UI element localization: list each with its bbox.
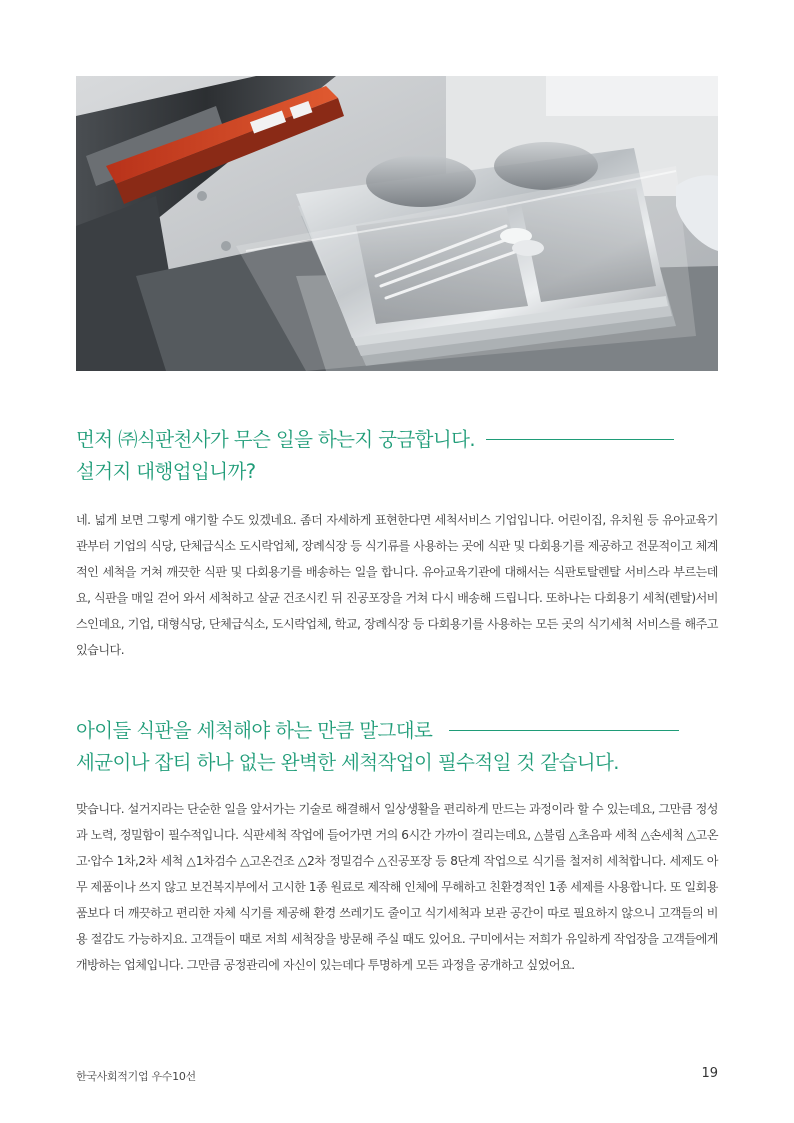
- section2-heading-line1-row: [76, 715, 718, 747]
- page-number: 19: [701, 1066, 718, 1081]
- section1-heading-line1: 먼저 ㈜식판천사가 무슨 일을 하는지 궁금합니다.: [76, 428, 475, 451]
- section1-body: 네. 넓게 보면 그렇게 얘기할 수도 있겠네요. 좀더 자세하게 표현한다면 세척서비스 기업입니다. 어린이집, 유치원 등 유아교육기관부터 기업의 식당, 단체급식소 도시락업체, 장례식장 등 식기류를 사용하는 곳에 식판 및 다회용기를 제공하고 전문적이고 체계적인 세척을 거쳐 깨끗한 식판 및 다회용기를 배송하는 일을 합니다. 유아교육기관에 대해서는 식판토탈렌탈 서비스라 부르는데요, 식판을 매일 걷어 와서 세척하고 살균 건조시킨 뒤 진공포장을 거쳐 다시 배송해 드립니다. 또하나는 다회용기 세척(렌탈)서비스인데요, 기업, 대형식당, 단체급식소, 도시락업체, 학교, 장례식장 등 다회용기를 사용하는 모든 곳의 식기세척 서비스를 해주고 있습니다.: [76, 513, 718, 657]
- section2-heading: [76, 715, 718, 779]
- section1-heading-line1-row: [76, 424, 718, 456]
- photo-illustration: [76, 76, 718, 371]
- section2-heading-line2: 세균이나 잡티 하나 없는 완벽한 세척작업이 필수적일 것 같습니다.: [76, 751, 619, 774]
- section1-heading-line2: 설거지 대행업입니까?: [76, 460, 256, 483]
- section2-body: 맞습니다. 설거지라는 단순한 일을 앞서가는 기술로 해결해서 일상생활을 편리하게 만드는 과정이라 할 수 있는데요, 그만큼 정성과 노력, 정밀함이 필수적입니다. 식판세척 작업에 들어가면 거의 6시간 가까이 걸리는데요, △불림 △초음파 세척 △손세척 △고온고·압수 1차,2차 세척 △1차검수 △고온건조 △2차 정밀검수 △진공포장 등 8단계 작업으로 식기를 철저히 세척합니다. 세제도 아무 제품이나 쓰지 않고 보건복지부에서 고시한 1종 원료로 제작해 인체에 무해하고 친환경적인 1종 세제를 사용합니다. 또 일회용품보다 더 깨끗하고 편리한 자체 식기를 제공해 환경 쓰레기도 줄이고 식기세척과 보관 공간이 따로 필요하지 않으니 고객들의 비용 절감도 가능하지요. 고객들이 때로 저희 세척장을 방문해 주실 때도 있어요. 구미에서는 저희가 유일하게 작업장을 고객들에게 개방하는 업체입니다. 그만큼 공정관리에 자신이 있는데다 투명하게 모든 과정을 공개하고 싶었어요.: [76, 802, 718, 972]
- section2-heading-line1: 아이들 식판을 세척해야 하는 만큼 말그대로: [76, 719, 433, 742]
- photo-sealed-trays: [76, 76, 718, 371]
- section1-heading: [76, 424, 718, 488]
- heading-rule: [486, 439, 674, 440]
- footer-publication: 한국사회적기업 우수10선: [76, 1070, 196, 1083]
- heading-rule: [449, 730, 679, 731]
